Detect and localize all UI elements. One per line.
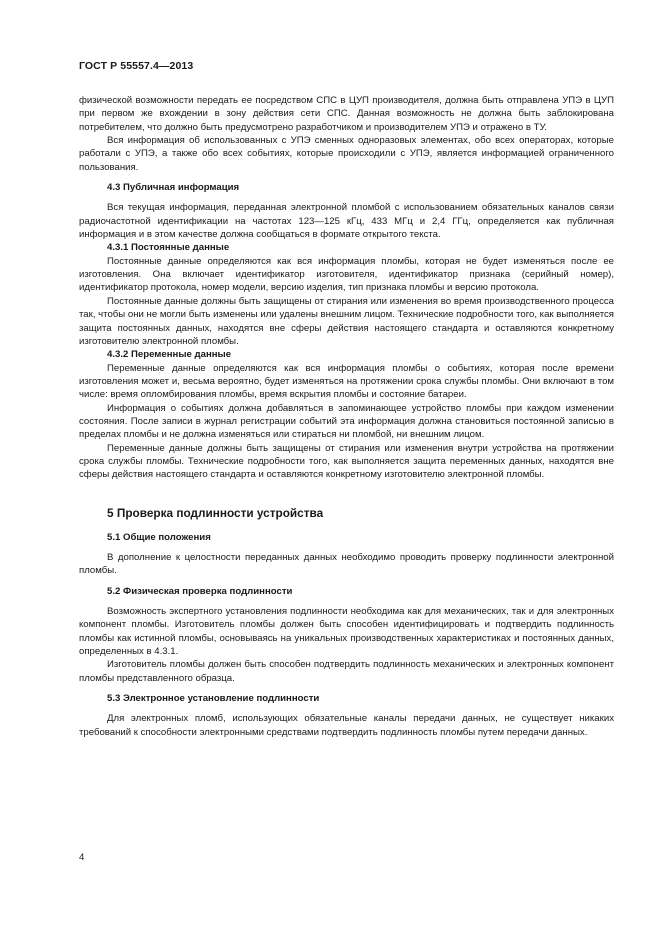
section-heading-5-1: 5.1 Общие положения [107,531,211,543]
paragraph-4-3: Вся текущая информация, переданная электронной пломбой с использованием обязательных каналов связи радиочастотной идентификации на частотах 123—125 кГц, 433 МГц и 2,4 ГГц, определяется как публичная информация и в этом качестве должна сообщаться в формате открытого текста. [79,202,614,241]
paragraph-5-1: В дополнение к целостности переданных данных необходимо проводить проверку подлинности электронной пломбы. [79,551,614,577]
page-number: 4 [79,852,85,863]
section-heading-4-3-2: 4.3.2 Переменные данные [107,349,232,361]
section-heading-4-3: 4.3 Публичная информация [107,182,240,194]
document-body [79,94,614,739]
section-heading-5-3: 5.3 Электронное установление подлинности [107,693,320,705]
paragraph-5-2-a: Возможность экспертного установления подлинности необходима как для механических, так и для электронных компонент пломбы. Изготовитель пломбы должен быть способен идентифицировать и подтвердить подлинность пломбы как истинной пломбы, основываясь на уникальных производственных характеристиках и постоянных данных, определенных в 4.3.1. [79,606,614,658]
paragraph-4-3-1-b: Постоянные данные должны быть защищены от стирания или изменения во время производственного процесса так, чтобы они не могли быть изменены или удалены внешним лицом. Технические подробности того, как выполняется защита постоянных данных, находятся вне сферы действия настоящего стандарта и оставляются конкретному изготовителю электронной пломбы. [79,295,614,347]
paragraph-5-2-b: Изготовитель пломбы должен быть способен подтвердить подлинность механических и электронных компонент пломбы представленного образца. [79,659,614,684]
paragraph-4-3-2-c: Переменные данные должны быть защищены от стирания или изменения внутри устройства на протяжении срока службы пломбы. Технические подробности того, как выполняется защита переменных данных, находятся вне сферы действия настоящего стандарта и оставляются конкретному изготовителю электронной пломбы. [79,442,614,481]
paragraph-4-3-2-b: Информация о событиях должна добавляться в запоминающее устройство пломбы при каждом изменении состояния. После записи в журнал регистрации событий эта информация должна становиться постоянной записью в пределах пломбы и не должна изменяться или стираться ни пломбой, ни внешним лицом. [79,402,614,441]
paragraph-4-3-2-a: Переменные данные определяются как вся информация пломбы о событиях, которая после времени изготовления может и, весьма вероятно, будет изменяться на протяжении срока службы пломбы. Они включают в том числе: время опломбирования пломбы, время вскрытия пломбы и состояние батареи. [79,362,614,401]
paragraph-intro-continuation: физической возможности передать ее посредством СПС в ЦУП производителя, должна быть отправлена УПЭ в ЦУП при первом же вхождении в зону действия сети СПС. Данная возможность не должна быть заблокирована потребителем, что должно быть предусмотрено разработчиком и производителем УПЭ и отражено в ТУ. [79,95,614,133]
paragraph-restricted-info: Вся информация об использованных с УПЭ сменных одноразовых элементах, обо всех операторах, которые работали с УПЭ, а также обо всех событиях, которые происходили с УПЭ, является информацией ограниченного пользования. [79,135,614,173]
section-heading-5-2: 5.2 Физическая проверка подлинности [107,585,293,597]
paragraph-5-3: Для электронных пломб, использующих обязательные каналы передачи данных, не существует никаких требований к способности электронными средствами подтвердить подлинность пломбы путем передачи данных. [79,713,614,738]
document-header: ГОСТ Р 55557.4—2013 [79,60,194,72]
section-heading-4-3-1: 4.3.1 Постоянные данные [107,242,230,254]
section-heading-5: 5 Проверка подлинности устройства [107,505,324,520]
paragraph-4-3-1-a: Постоянные данные определяются как вся информация пломбы, которая не будет изменяться после ее изготовления. Она включает идентификатор изготовителя, идентификатор признака (серийный номер), идентификатор протокола, номер модели, версию изделия, тип признака пломбы и версию протокола. [79,255,614,294]
